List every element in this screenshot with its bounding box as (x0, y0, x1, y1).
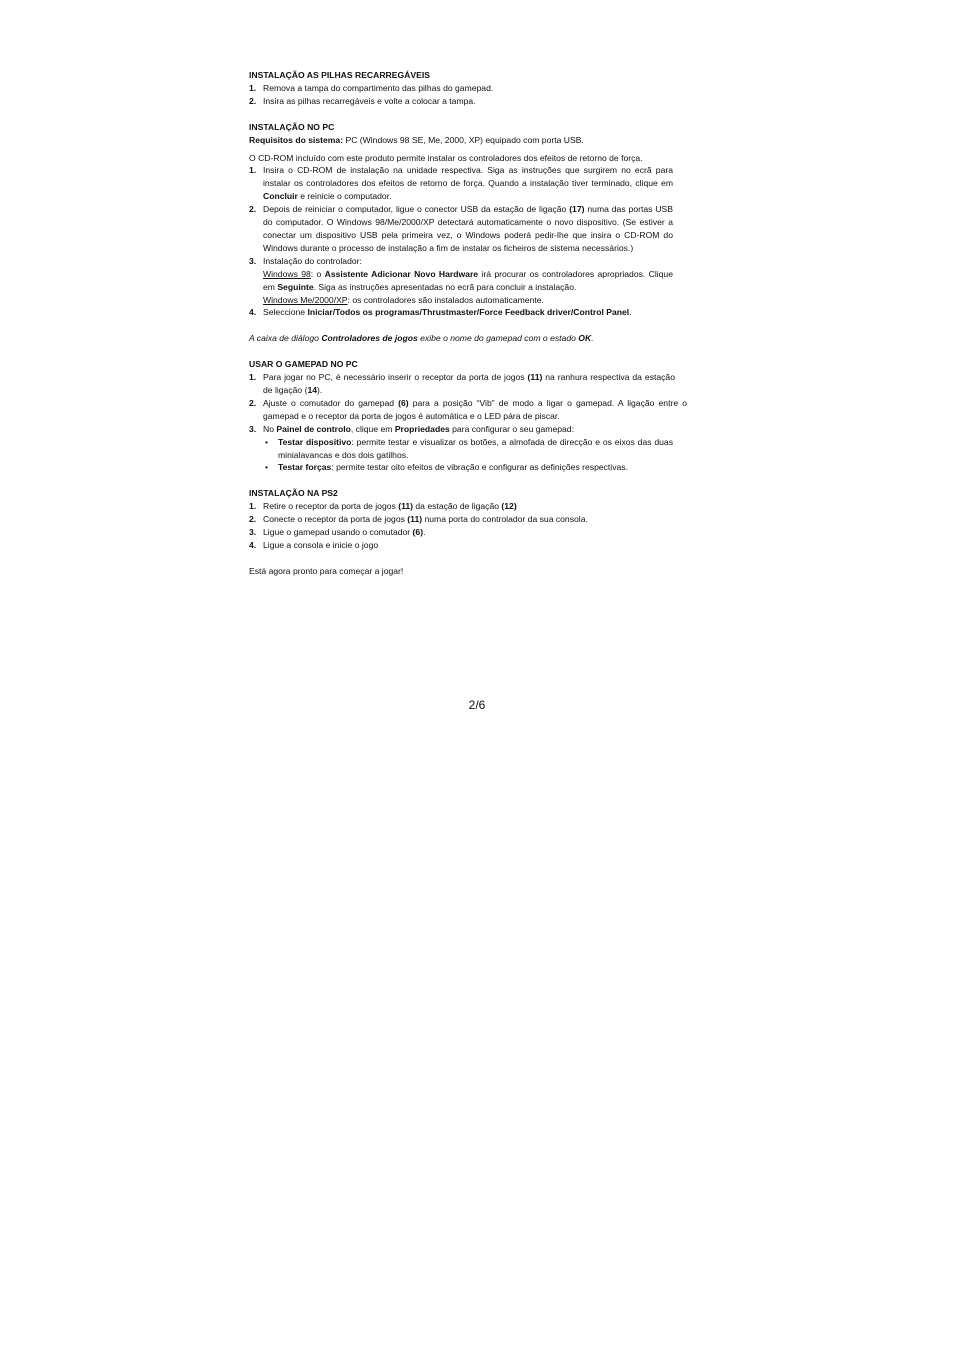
list-item: 2. Depois de reiniciar o computador, ligue o conector USB da estação de ligação (17) numa das portas USB do computador. O Windows 98/Me/2000/XP detectará automaticamente o novo dispositivo. (Se estiver a conectar um dispositivo USB pela primeira vez, o Windows poderá pedir-lhe que insira o CD-ROM do Windows durante o processo de instalação a fim de instalar os ficheiros de sistema necessários.) (249, 204, 673, 253)
list-item: 3. Ligue o gamepad usando o comutador (6). (249, 527, 426, 538)
document-body (249, 69, 687, 578)
bullet-item: • Testar dispositivo: permite testar e visualizar os botões, a almofada de direcção e os eixos das duas minialavancas e dos dois gatilhos. (265, 436, 674, 460)
list-item: 1. Para jogar no PC, é necessário inserir o receptor da porta de jogos (11) na ranhura respectiva da estação de ligação (14). (249, 372, 675, 396)
list-item: 4. Seleccione Iniciar/Todos os programas/Thrustmaster/Force Feedback driver/Control Panel. (249, 307, 632, 318)
bullet-item: • Testar forças: permite testar oito efeitos de vibração e configurar as definições respectivas. (265, 462, 628, 473)
section-pc-install (249, 121, 673, 346)
section-ps2-install (249, 487, 673, 552)
dialog-note: A caixa de diálogo Controladores de jogos exibe o nome do gamepad com o estado OK. (249, 333, 594, 344)
intro-paragraph: O CD-ROM incluído com este produto permite instalar os controladores dos efeitos de retorno de força. (249, 152, 643, 163)
list-item: 3. Instalação do controlador: Windows 98: o Assistente Adicionar Novo Hardware irá procurar os controladores apropriados. Clique em Seguinte. Siga as instruções apresentadas no ecrã para concluir a instalação. Windows Me/2000/XP: os controladores são instalados automaticamente. (249, 255, 673, 305)
list-item: 2. Conecte o receptor da porta de jogos (11) numa porta do controlador da sua consola. (249, 514, 588, 525)
list-item: 1. Remova a tampa do compartimento das pilhas do gamepad. (249, 82, 494, 93)
list-item: 2. Insira as pilhas recarregáveis e volte a colocar a tampa. (249, 95, 476, 106)
section-battery-install (249, 69, 673, 108)
list-item: 2. Ajuste o comutador do gamepad (6) para a posição “Vib” de modo a ligar o gamepad. A ligação entre o gamepad e o receptor da porta de jogos é automática e o LED pára de piscar. (249, 397, 687, 421)
section-heading: INSTALAÇÃO NA PS2 (249, 488, 338, 499)
section-heading: INSTALAÇÃO AS PILHAS RECARREGÁVEIS (249, 70, 430, 80)
section-heading: USAR O GAMEPAD NO PC (249, 359, 358, 370)
section-use-gamepad-pc (249, 358, 687, 474)
list-item: 1. Insira o CD-ROM de instalação na unidade respectiva. Siga as instruções que surgirem no ecrã para instalar os controladores dos efeitos de retorno de força. Quando a instalação tiver terminado, clique em Concluir e reinicie o computador. (249, 165, 673, 202)
page-number: 2/6 (468, 698, 486, 712)
section-heading: INSTALAÇÃO NO PC (249, 121, 335, 132)
system-requirements: Requisitos do sistema: PC (Windows 98 SE, Me, 2000, XP) equipado com porta USB. (249, 134, 584, 145)
list-item: 1. Retire o receptor da porta de jogos (11) da estação de ligação (12) (249, 501, 517, 512)
list-item: 3. No Painel de controlo, clique em Propriedades para configurar o seu gamepad: (249, 423, 574, 434)
list-item: 4. Ligue a consola e inicie o jogo (249, 540, 379, 550)
closing-line: Está agora pronto para começar a jogar! (249, 565, 404, 576)
